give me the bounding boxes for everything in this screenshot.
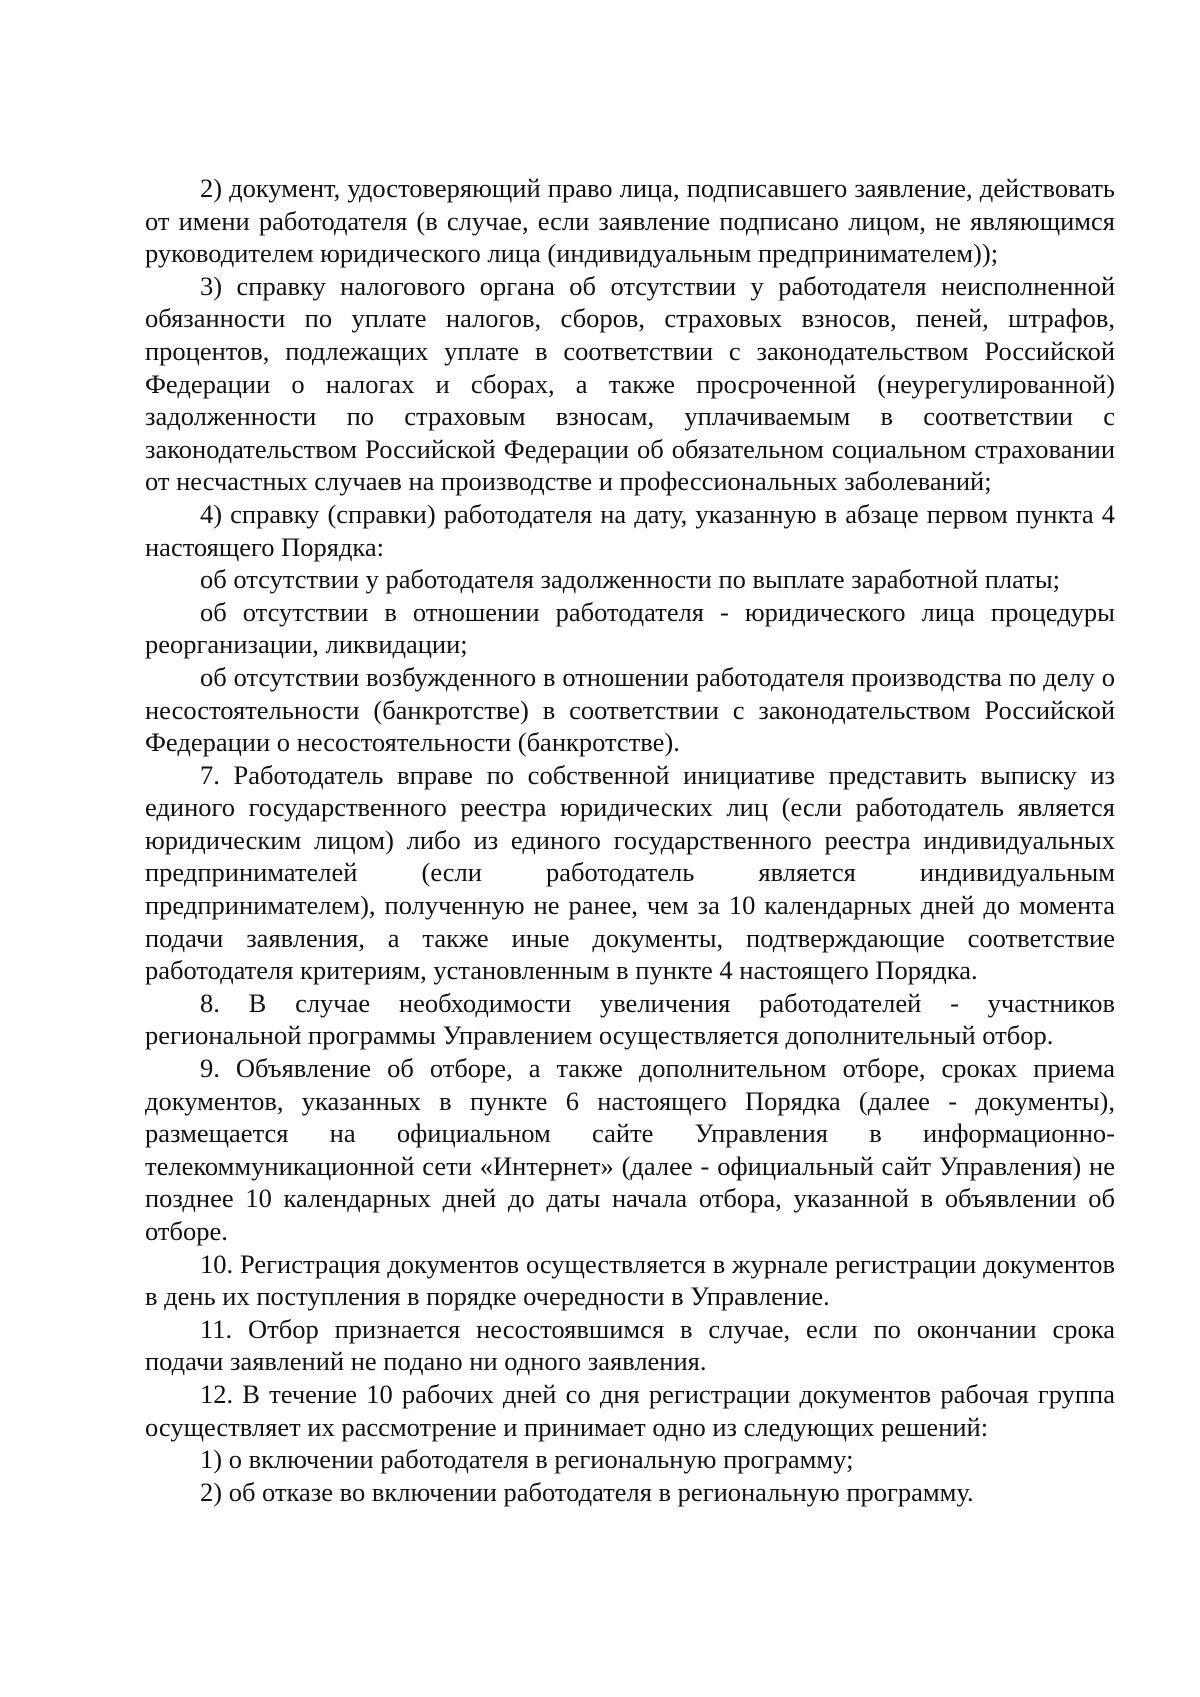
paragraph-item-3-tax-certificate: 3) справку налогового органа об отсутствии у работодателя неисполненной обязанности по уплате налогов, сборов, страховых взносов, пеней, штрафов, процентов, подлежащих уплате в соответствии с законодательством Российской Федерации о налогах и сборах, а также просроченной (неурегулированной) задолженности по страховым взносам, уплачиваемым в соответствии с законодательством Российской Федерации об обязательном социальном страховании от несчастных случаев на производстве и профессиональных заболеваний; bbox=[145, 270, 1115, 497]
paragraph-clause-12: 12. В течение 10 рабочих дней со дня регистрации документов рабочая группа осуществляет их рассмотрение и принимает одно из следующих решений: bbox=[145, 1378, 1115, 1442]
paragraph-item-4-employer-certificate: 4) справку (справки) работодателя на дату, указанную в абзаце первом пункта 4 настоящего Порядка: bbox=[145, 498, 1115, 562]
paragraph-clause-8: 8. В случае необходимости увеличения работодателей - участников региональной программы Управлением осуществляется дополнительный отбор. bbox=[145, 987, 1115, 1051]
paragraph-clause-11: 11. Отбор признается несостоявшимся в случае, если по окончании срока подачи заявлений не подано ни одного заявления. bbox=[145, 1313, 1115, 1377]
paragraph-item-2-authority-document: 2) документ, удостоверяющий право лица, подписавшего заявление, действовать от имени работодателя (в случае, если заявление подписано лицом, не являющимся руководителем юридического лица (индивидуальным предпринимателем)); bbox=[145, 173, 1115, 269]
paragraph-clause-9: 9. Объявление об отборе, а также дополнительном отборе, сроках приема документов, указанных в пункте 6 настоящего Порядка (далее - документы), размещается на официальном сайте Управления в информационно-телекоммуникационной сети «Интернет» (далее - официальный сайт Управления) не позднее 10 календарных дней до даты начала отбора, указанной в объявлении об отборе. bbox=[145, 1053, 1115, 1246]
document-body bbox=[145, 172, 1115, 1508]
paragraph-clause-7: 7. Работодатель вправе по собственной инициативе представить выписку из единого государственного реестра юридических лиц (если работодатель является юридическим лицом) либо из единого государственного реестра индивидуальных предпринимателей (если работодатель является индивидуальным предпринимателем), полученную не ранее, чем за 10 календарных дней до момента подачи заявления, а также иные документы, подтверждающие соответствие работодателя критериям, установленным в пункте 4 настоящего Порядка. bbox=[145, 759, 1115, 986]
paragraph-decision-include: 1) о включении работодателя в региональную программу; bbox=[200, 1444, 854, 1475]
paragraph-no-wage-debt: об отсутствии у работодателя задолженности по выплате заработной платы; bbox=[200, 564, 1060, 595]
paragraph-clause-10: 10. Регистрация документов осуществляется в журнале регистрации документов в день их поступления в порядке очередности в Управление. bbox=[145, 1248, 1115, 1312]
paragraph-decision-refuse: 2) об отказе во включении работодателя в региональную программу. bbox=[200, 1476, 974, 1507]
paragraph-no-reorganization: об отсутствии в отношении работодателя - юридического лица процедуры реорганизации, ликвидации; bbox=[145, 596, 1115, 660]
paragraph-no-bankruptcy: об отсутствии возбужденного в отношении работодателя производства по делу о несостоятельности (банкротстве) в соответствии с законодательством Российской Федерации о несостоятельности (банкротстве). bbox=[145, 661, 1115, 758]
